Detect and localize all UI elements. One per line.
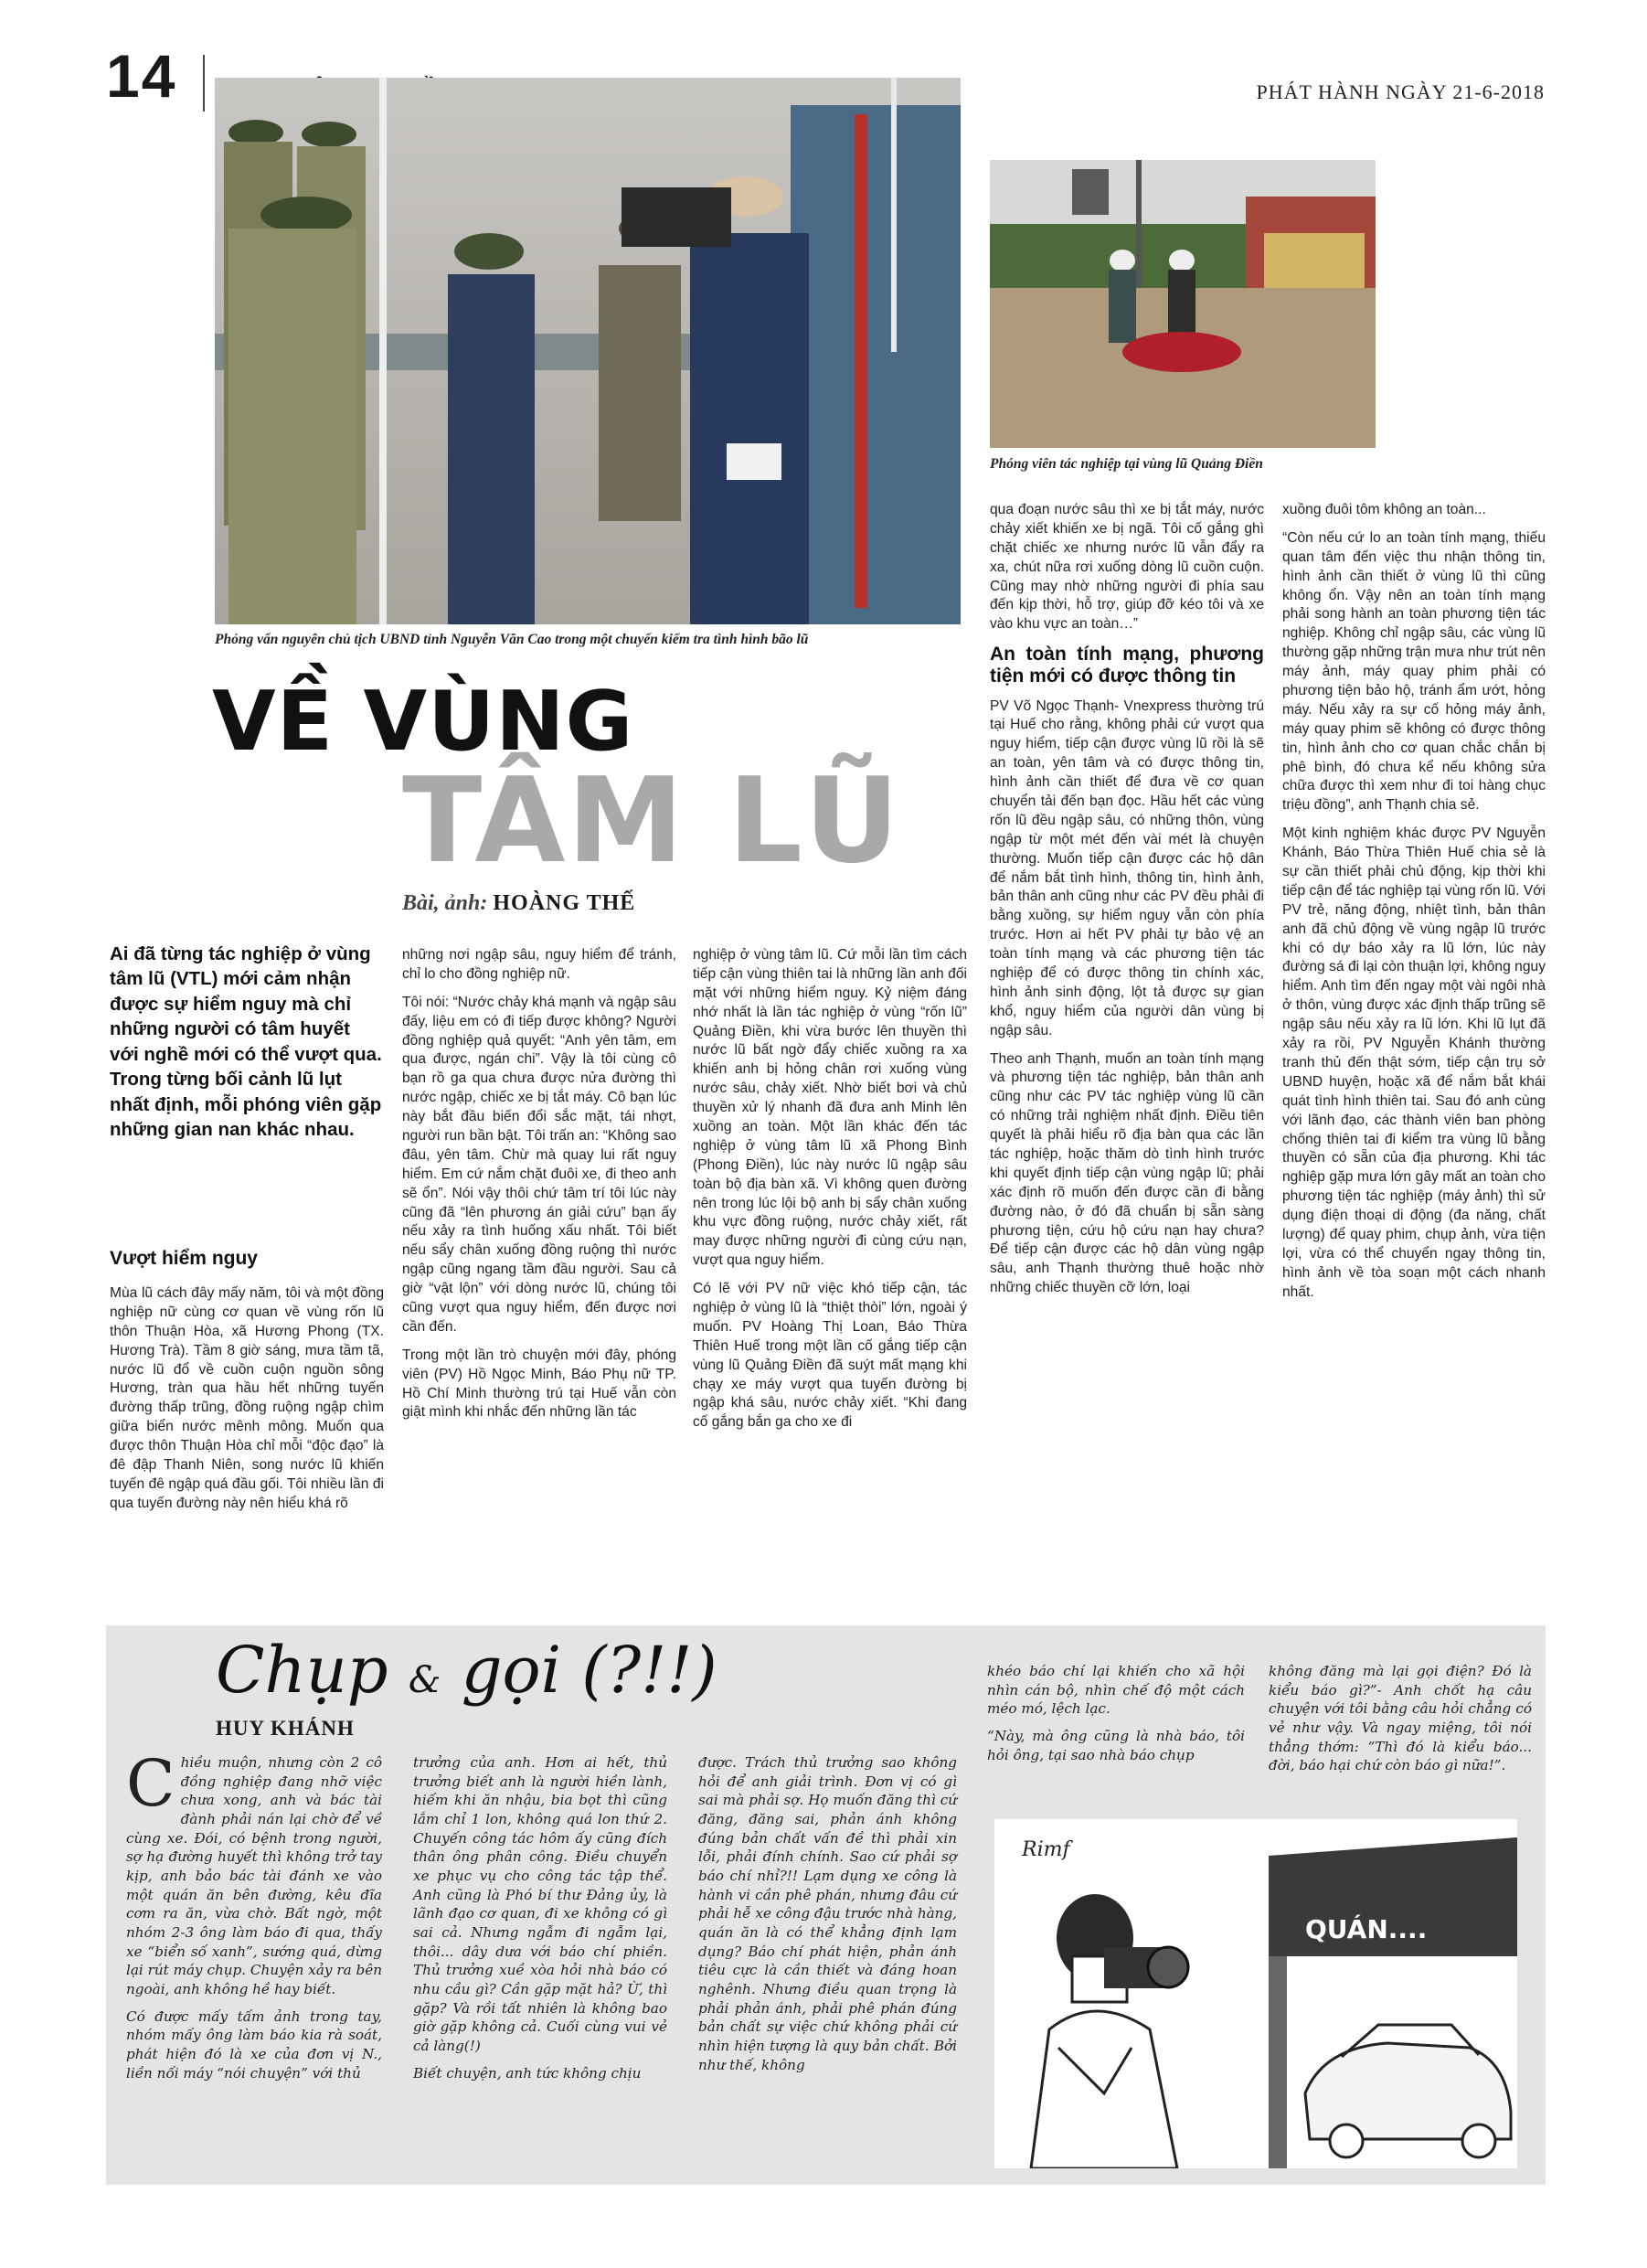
paragraph: không đăng mà lại gọi điện? Đó là kiểu báo gì?”- Anh chốt hạ câu chuyện với tôi bằng câu hỏi chẳng có vẻ như vậy. Và ngay miệng, tôi nói thẳng thớm: “Thì đó là kiểu báo... đời, báo hại chứ còn báo gì nữa!”. [1269, 1663, 1532, 1774]
sidebar-title-a: Chụp [216, 1633, 388, 1708]
sidebar-column-5 [1269, 1662, 1532, 1784]
paragraph: nghiệp ở vùng tâm lũ. Cứ mỗi lần tìm cách tiếp cận vùng thiên tai là những lần anh đối mặt với những hiểm nguy. Kỷ niệm đáng nhớ nhất là lần tác nghiệp ở vùng “rốn lũ” Quảng Điền, khi vừa bước lên thuyền thì nước lũ bất ngờ đẩy chiếc xuồng ra xa khiến anh bị hỏng chân rơi xuống vùng nước sâu, chảy xiết. Nhờ biết bơi và chủ thuyền xử lý nhanh đã đưa anh Minh lên xuồng an toàn. Một lần khác đến tác nghiệp ở vùng tâm lũ xã Phong Bình (Phong Điền), lúc này nước lũ ngập sâu toàn bộ địa bàn xã. Vì không quen đường nên trong lúc lội bộ anh bị sẩy chân xuống khu vực đồng ruộng, nước chảy xiết, rất may được những người đi cùng cứu nạn, vượt qua nguy hiểm. [693, 947, 967, 1269]
article-column-2 [402, 946, 676, 1432]
sidebar-column-2 [413, 1753, 667, 2091]
byline [402, 891, 635, 916]
paragraph: Theo anh Thạnh, muốn an toàn tính mạng và phương tiện tác nghiệp, bản thân anh cũng như các PV tác nghiệp vùng lũ cần có những trải nghiệm nhất định. Điều tiên quyết là phải hiểu rõ địa bàn qua các lần tác nghiệp, hoặc thăm dò tình hình trước khi quyết định tiếp cận vùng ngập lũ; phải xác định rõ muốn đến được cần đi bằng đường nào, ở đó đã chuẩn bị sẵn sàng phương tiện, cứu hộ cứu nạn hay chưa? Để tiếp cận được các hộ dân vùng ngập sâu, anh Thạnh thường thuê hoặc nhờ những chiếc thuyền cỡ lớn, loại [990, 1050, 1264, 1296]
paragraph: Một kinh nghiệm khác được PV Nguyễn Khánh, Báo Thừa Thiên Huế chia sẻ là sự cần thiết phải chủ động, kịp thời khi tiếp cận để tác nghiệp tại vùng rốn lũ. Với PV trẻ, năng động, nhiệt tình, bản thân anh đã chủ động về vùng ngập lũ trước khi có dự báo xảy ra lũ lớn, lúc này đường sá đi lại còn thuận lợi, không nguy hiểm. Anh tìm đến ngay một vài ngôi nhà ở thôn, vùng được xác định thấp trũng sẽ ngập sâu nếu xảy ra lũ lớn. Khi lũ lụt đã xảy ra rồi, PV Nguyễn Khánh thường tranh thủ đến thật sớm, tiếp cận trụ sở UBND huyện, hoặc xã để nắm bắt khái quát tình hình thiên tai. Sau đó anh cùng với lãnh đạo, các thành viên ban phòng chống thiên tai đi kiểm tra vùng lũ bằng thuyền có sẵn của địa phương. Khi tác nghiệp gặp mưa lớn gây mất an toàn cho phương tiện tác nghiệp (máy ảnh) thì sử dụng điện thoại di động (đa năng, chất lượng) để quay phim, chụp ảnh, vừa tiện lợi, vừa có thể chuyển ngay thông tin, hình ảnh về tòa soạn một cách nhanh nhất. [1282, 825, 1546, 1300]
article-column-3 [693, 946, 967, 1442]
byline-name: HOÀNG THẾ [493, 891, 636, 915]
paragraph: “Này, mà ông cũng là nhà báo, tôi hỏi ông, tại sao nhà báo chụp [987, 1728, 1245, 1763]
paragraph: Tôi nói: “Nước chảy khá mạnh và ngập sâu đấy, liệu em có đi tiếp được không? Người đồng nghiệp quả quyết: “Anh yên tâm, em qua được, ngán chi”. Vậy là tôi cùng cô bạn rồ ga qua chưa được nửa đường thì nước ngập, chiếc xe bị tắt máy. Cô bạn lúc này bắt đầu biến đổi sắc mặt, tái nhợt, người run bần bật. Tôi trấn an: “Không sao đâu, yên tâm. Chừ mà quay lui rất nguy hiểm. Em cứ nắm chặt đuôi xe, đi theo anh sẽ ổn”. Nói vậy thôi chứ tâm trí tôi lúc này cũng đã “lên phương án giải cứu” bạn ấy nếu xảy ra tình huống xấu nhất. Tôi biết nếu sẩy chân xuống đồng ruộng thì nước ngập cũng ngang tầm đầu người. Sau cả giờ “vật lộn” với dòng nước lũ, chúng tôi cũng vượt qua nguy hiểm, đến được nơi cần đến. [402, 994, 676, 1335]
header-divider [203, 55, 205, 112]
paragraph: xuồng đuôi tôm không an toàn... [1282, 502, 1486, 517]
paragraph: khéo báo chí lại khiến cho xã hội nhìn cán bộ, nhìn chế độ một cách méo mó, lệch lạc. [987, 1663, 1245, 1718]
headline-line2: TÂM LŨ [402, 753, 901, 889]
byline-label: Bài, ảnh: [402, 891, 488, 915]
paragraph: trưởng của anh. Hơn ai hết, thủ trưởng biết anh là người hiền lành, hiếm khi ăn nhậu, bia bọt thì cũng lắm chỉ 1 lon, không quá lon thứ 2. Chuyến công tác hôm ấy cũng đích thân ông phân công. Điều chuyển xe phục vụ cho công tác tập thể. Anh cũng là Phó bí thư Đảng ủy, là lãnh đạo cơ quan, đi xe không có gì sai cả. Nhưng ngẫm đi ngẫm lại, thôi... dây dưa với báo chí phiền. Thủ trưởng xuề xòa hỏi nhà báo có nhu cầu gì? Cần gặp mặt hả? Ừ, thì gặp? Và rồi tất nhiên là không bao giờ gặp không cả. Cuối cùng vui vẻ cả làng(!) [413, 1754, 667, 2055]
paragraph: Có được mấy tấm ảnh trong tay, nhóm mấy ông làm báo kia rà soát, phát hiện đó là xe của đơn vị N., liền nối máy “nói chuyện” với thủ [126, 2007, 382, 2082]
paragraph: Có lẽ với PV nữ việc khó tiếp cận, tác nghiệp ở vùng lũ là “thiệt thòi” lớn, ngoài ý muốn. PV Hoàng Thị Loan, Báo Thừa Thiên Huế trong một lần cố gắng tiếp cận vùng lũ Quảng Điền đã suýt mất mạng khi chạy xe máy vượt qua tuyến đường bị ngập khá sâu, nước chảy xiết. “Khi đang cố gắng bắn ga cho xe đi [693, 1281, 967, 1431]
flood-photo-caption: Phóng viên tác nghiệp tại vùng lũ Quảng Điền [990, 456, 1263, 472]
dropcap: C [126, 1746, 175, 1821]
sidebar-title [216, 1633, 717, 1708]
paragraph: những nơi ngập sâu, nguy hiểm để tránh, chỉ lo cho đồng nghiệp nữ. [402, 947, 676, 982]
sidebar-author: HUY KHÁNH [216, 1717, 355, 1740]
issue-date: PHÁT HÀNH NGÀY 21-6-2018 [1256, 80, 1545, 103]
subheading-an-toan: An toàn tính mạng, phương tiện mới có được thông tin [990, 644, 1264, 687]
main-photo-caption: Phỏng vấn nguyên chủ tịch UBND tỉnh Nguyễn Văn Cao trong một chuyến kiểm tra tình hình bão lũ [215, 632, 809, 647]
headline-line1: VỀ VÙNG [212, 674, 634, 770]
article-column-1 [110, 1284, 384, 1523]
paragraph: được. Trách thủ trưởng sao không hỏi để anh giải trình. Đơn vị có gì sai mà phải sợ. Họ muốn đăng thì cứ đăng, đăng sai, phản ánh không đúng bản chất vấn đề thì phải xin lỗi, phải đính chính. Sao cứ phải sợ báo chí nhỉ?!! Lạm dụng xe công là hành vi cần phê phán, nhưng đâu cứ phải hễ xe công đậu trước nhà hàng, quán ăn là có thể khẳng định lạm dụng? Báo chí phát hiện, phản ánh tiêu cực là cần thiết và đáng hoan nghênh. Nhưng điều quan trọng là phải phản ánh, phải phê phán đúng bản chất sự việc chứ không phải cứ nhìn hiện tượng là quy bản chất. Bởi như thế, không [698, 1754, 957, 2073]
paragraph: Biết chuyện, anh tức không chịu [413, 2064, 642, 2082]
cartoon-signature: Rimf [1022, 1838, 1070, 1861]
main-photo [215, 78, 961, 624]
cartoon-sign-text: QUÁN.... [1305, 1914, 1428, 1944]
sidebar-title-amp: & [408, 1659, 441, 1701]
sidebar-title-b: gọi (?!!) [461, 1633, 717, 1708]
subheading-vuot-hiem-nguy: Vượt hiểm nguy [110, 1248, 258, 1269]
flood-photo [990, 160, 1376, 448]
article-lead: Ai đã từng tác nghiệp ở vùng tâm lũ (VTL) mới cảm nhận được sự hiểm nguy mà chỉ những người có tâm huyết với nghề mới có thể vượt qua. Trong từng bối cảnh lũ lụt nhất định, mỗi phóng viên gặp những gian nan khác nhau. [110, 943, 382, 1141]
paragraph: “Còn nếu cứ lo an toàn tính mạng, thiếu quan tâm đến việc thu nhận thông tin, hình ảnh cần thiết ở vùng lũ thì cũng không ổn. Vậy nên an toàn tính mạng phải song hành an toàn phương tiện tác nghiệp. Không chỉ ngập sâu, các vùng lũ thường gặp những trận mưa như trút nên máy ảnh, máy quay phim phải có phương tiện bảo hộ, tránh ẩm ướt, hỏng máy. Nếu xảy ra sự cố hỏng máy ảnh, máy quay phim sẽ không có được thông tin, hình ảnh cho cơ quan chắc chắn bị phê bình, đó chưa kể nếu không sửa chữa được thì xem như đi toi hàng chục triệu đồng”, anh Thạnh chia sẻ. [1282, 529, 1546, 814]
article-column-4 [990, 501, 1264, 1307]
article-column-5 [1282, 501, 1546, 1312]
paragraph: hiều muộn, nhưng còn 2 cô đồng nghiệp đang nhỡ việc chưa xong, anh và bác tài đành phải nán lại chờ để về cùng xe. Đói, có bệnh trong người, sợ hạ đường huyết thì không trở tay kịp, anh bảo bác tài đánh xe vào một quán ăn bên đường, kêu đĩa cơm ra ăn, vừa chờ. Bất ngờ, một nhóm 2-3 ông làm báo đi qua, thấy xe “biển số xanh”, sướng quá, dừng lại rút máy chụp. Chuyện xảy ra bên ngoài, anh không hề hay biết. [126, 1754, 382, 1998]
sidebar-column-4 [987, 1662, 1245, 1773]
page-number: 14 [106, 42, 177, 110]
sidebar-column-1 [126, 1746, 382, 2091]
paragraph: PV Võ Ngọc Thạnh- Vnexpress thường trú tại Huế cho rằng, không phải cứ vượt qua nguy hiểm, tiếp cận được vùng lũ rồi là sẽ an toàn, yên tâm và có được thông tin, hình ảnh cần thiết để đưa về cơ quan chuyển tải đến bạn đọc. Hầu hết các vùng rốn lũ đều ngập sâu, có những thôn, vùng ngập từ một mét đến vài mét là chuyện thường. Muốn tiếp cận được các hộ dân để nắm bắt tình hình, thông tin, hình ảnh, bản thân anh cũng như các PV đều phải đi bằng xuồng, sự hiểm nguy vẫn còn phía trước. Hơn ai hết PV phải tự bảo vệ an toàn tính mạng và các phương tiện tác nghiệp để có được thông tin chính xác, hình ảnh sinh động, lột tả được sự gian khổ, nguy hiểm của người dân vùng bị ngập sâu. [990, 697, 1264, 1038]
paragraph: Mùa lũ cách đây mấy năm, tôi và một đồng nghiệp nữ cùng cơ quan về vùng rốn lũ thôn Thuận Hòa, xã Hương Phong (TX. Hương Trà). Tầm 8 giờ sáng, mưa tầm tã, nước lũ đổ về cuồn cuộn nguồn sông Hương, tràn qua hầu hết những tuyến đường thấp trũng, đồng ruộng ngập chìm giữa biển nước mênh mông. Muốn qua được thôn Thuận Hòa chỉ mỗi “độc đạo” là đê đập Thanh Niên, song nước lũ khiến tuyến đê ngập quá đầu gối. Tôi nhiều lần đi qua tuyến đường này nên hiểu khá rõ [110, 1285, 384, 1511]
paragraph: qua đoạn nước sâu thì xe bị tắt máy, nước chảy xiết khiến xe bị ngã. Tôi cố gắng ghì chặt chiếc xe nhưng nước lũ vẫn đẩy ra xa, chút nữa rơi xuống dòng lũ cuồn cuộn. Cũng may nhờ những người đi phía sau đến kịp thời, hỗ trợ, giúp đỡ kéo tôi và xe vào khu vực an toàn…” [990, 502, 1264, 633]
paragraph: Trong một lần trò chuyện mới đây, phóng viên (PV) Hồ Ngọc Minh, Báo Phụ nữ TP. Hồ Chí Minh thường trú tại Huế vẫn còn giật mình khi nhắc đến những lần tác [402, 1347, 676, 1421]
cartoon-illustration [994, 1819, 1517, 2168]
sidebar-column-3 [698, 1753, 957, 2082]
